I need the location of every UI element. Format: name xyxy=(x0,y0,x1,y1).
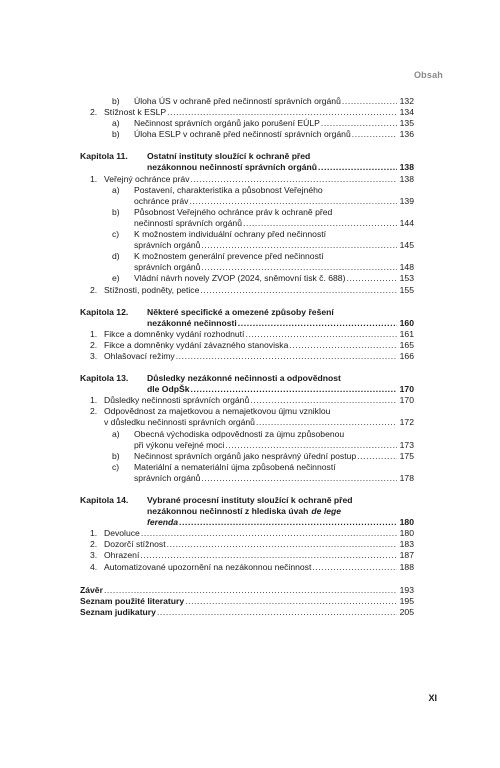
page-ref: 138 xyxy=(399,162,414,173)
entry-title: Materiální a nemateriální újma způsobená nečinností xyxy=(134,461,336,472)
toc-entry-line xyxy=(80,440,414,451)
entry-number: 1. xyxy=(90,173,98,184)
toc-entry-line xyxy=(80,96,414,107)
toc-entry-line xyxy=(80,451,414,462)
running-header: Obsah xyxy=(413,70,443,80)
page-ref: 136 xyxy=(399,129,414,140)
chapter-heading[interactable] xyxy=(80,151,414,173)
entry-number: 2. xyxy=(90,284,98,295)
toc-entry[interactable] xyxy=(80,395,414,406)
entry-title: správních orgánů xyxy=(134,472,201,483)
toc-entry-line xyxy=(80,528,414,539)
dot-leader xyxy=(243,218,397,229)
page-ref: 166 xyxy=(399,350,414,361)
toc-entry-line xyxy=(80,539,414,550)
page-ref: 145 xyxy=(399,240,414,251)
back-matter-title: Seznam judikatury xyxy=(80,606,156,617)
toc-entry-line xyxy=(80,218,414,229)
toc-entry[interactable] xyxy=(80,251,414,273)
dot-leader xyxy=(179,517,397,528)
entry-title: v důsledku nečinnosti správních orgánů xyxy=(104,417,255,428)
entry-title: Ohlašovací režimy xyxy=(104,350,175,361)
dot-leader xyxy=(167,539,397,550)
back-matter-entry[interactable] xyxy=(80,607,414,618)
dot-leader xyxy=(225,440,397,451)
chapter-title: dle OdpŠk xyxy=(147,384,190,395)
toc-entry-line xyxy=(80,240,414,251)
chapter-title-line xyxy=(80,162,414,173)
chapter-title: Některé specifické a omezené způsoby řešení xyxy=(147,306,334,317)
page-ref: 138 xyxy=(399,173,414,184)
toc-entry[interactable] xyxy=(80,273,414,284)
back-matter-entry[interactable] xyxy=(80,585,414,596)
chapter-heading[interactable] xyxy=(80,373,414,395)
entry-number: 2. xyxy=(90,339,98,350)
page-ref: 178 xyxy=(399,472,414,483)
entry-title: Odpovědnost za majetkovou a nemajetkovou újmu vzniklou xyxy=(104,406,331,417)
chapter-title: nezákonnou nečinností správních orgánů xyxy=(147,162,317,173)
chapter-title-italic: ferenda xyxy=(147,517,179,528)
page-ref: 155 xyxy=(399,284,414,295)
toc-entry-line xyxy=(80,329,414,340)
dot-leader xyxy=(245,329,397,340)
toc-entry-line xyxy=(80,129,414,140)
dot-leader xyxy=(312,562,397,573)
page-ref: 153 xyxy=(399,273,414,284)
toc-entry[interactable] xyxy=(80,129,414,140)
chapter-label: Kapitola 12. xyxy=(80,306,129,317)
dot-leader xyxy=(250,395,397,406)
chapter-title-line xyxy=(80,495,414,506)
dot-leader xyxy=(318,162,397,173)
toc-entry[interactable] xyxy=(80,539,414,550)
chapter-label: Kapitola 13. xyxy=(80,373,129,384)
entry-number: b) xyxy=(112,450,120,461)
page-ref: 175 xyxy=(399,450,414,461)
dot-leader xyxy=(157,607,397,618)
back-matter xyxy=(80,585,414,618)
page-ref: 183 xyxy=(399,539,414,550)
toc-entry[interactable] xyxy=(80,451,414,462)
page-ref: 161 xyxy=(399,328,414,339)
page-ref: 134 xyxy=(399,107,414,118)
page-ref: 193 xyxy=(399,584,414,595)
page-ref: 172 xyxy=(399,417,414,428)
toc-entry-line xyxy=(80,107,414,118)
chapter-title-line xyxy=(80,517,414,528)
dot-leader xyxy=(256,417,397,428)
chapter-label: Kapitola 11. xyxy=(80,151,128,162)
entry-number: e) xyxy=(112,273,120,284)
entry-title: Působnost Veřejného ochránce práv k ochraně před xyxy=(134,206,333,217)
dot-leader xyxy=(352,129,397,140)
entry-title: Dozorčí stížnost xyxy=(104,539,166,550)
entry-number: b) xyxy=(112,96,120,106)
entry-number: a) xyxy=(112,428,120,439)
dot-leader xyxy=(176,351,397,362)
chapter-title: Ostatní instituty sloužící k ochraně před xyxy=(147,151,311,162)
entry-number: b) xyxy=(112,206,120,217)
chapter-title: Vybrané procesní instituty sloužící k ochraně před xyxy=(147,495,353,505)
toc-entry[interactable] xyxy=(80,185,414,207)
entry-number: 1. xyxy=(90,395,98,406)
entry-title: nečinností správních orgánů xyxy=(134,217,242,228)
toc-entry-line xyxy=(80,196,414,207)
dot-leader xyxy=(357,451,397,462)
toc-entry[interactable] xyxy=(80,285,414,296)
page-ref: 148 xyxy=(399,262,414,273)
entry-number: 1. xyxy=(90,328,98,339)
dot-leader xyxy=(140,550,397,561)
dot-leader xyxy=(185,596,397,607)
page-ref: 144 xyxy=(399,217,414,228)
toc-entry[interactable] xyxy=(80,174,414,185)
toc-entry-line xyxy=(80,207,414,218)
entry-title: Fikce a domněnky vydání rozhodnutí xyxy=(104,328,245,339)
page-ref: 170 xyxy=(399,395,414,406)
page-ref: 205 xyxy=(399,606,414,617)
entry-number: a) xyxy=(112,184,120,195)
toc-entry-line xyxy=(80,395,414,406)
dot-leader xyxy=(289,340,397,351)
entry-title: Úloha ÚS v ochraně před nečinností správních orgánů xyxy=(134,96,341,106)
toc-entry-line xyxy=(80,429,414,440)
entry-title: správních orgánů xyxy=(134,262,201,273)
toc-entry-line xyxy=(80,462,414,473)
toc-entry[interactable] xyxy=(80,351,414,362)
toc-entry-line xyxy=(80,473,414,484)
entry-title: ochránce práv xyxy=(134,195,189,206)
toc-entry-line xyxy=(80,406,414,417)
chapter-title-line xyxy=(80,384,414,395)
toc-entry-line xyxy=(80,562,414,573)
toc-entry[interactable] xyxy=(80,462,414,484)
dot-leader xyxy=(342,96,397,107)
entry-title: Ohrazení xyxy=(104,550,140,561)
page-ref: 180 xyxy=(399,528,414,539)
entry-title: Postavení, charakteristika a působnost Veřejného xyxy=(134,184,323,195)
chapter-title: nezákonnou nečinností z hlediska úvah xyxy=(147,506,309,517)
toc-entry[interactable] xyxy=(80,229,414,251)
chapter-label: Kapitola 14. xyxy=(80,495,129,505)
toc-entry-line xyxy=(80,174,414,185)
entry-title: Fikce a domněnky vydání závazného stanoviska xyxy=(104,339,289,350)
entry-title: Automatizované upozornění na nezákonnou nečinnost xyxy=(104,561,312,572)
entry-title: Stížnosti, podněty, petice xyxy=(104,284,200,295)
entry-number: 2. xyxy=(90,406,98,417)
entry-number: d) xyxy=(112,251,120,262)
page-ref: 165 xyxy=(399,339,414,350)
entry-title: Stížnost k ESLP xyxy=(104,107,167,118)
dot-leader xyxy=(201,240,397,251)
page-ref: 195 xyxy=(399,595,414,606)
entry-number: 3. xyxy=(90,550,98,561)
page-ref: 173 xyxy=(399,439,414,450)
dot-leader xyxy=(141,528,397,539)
toc-entry-line xyxy=(80,417,414,428)
toc-entry[interactable] xyxy=(80,96,414,107)
chapter-heading[interactable] xyxy=(80,495,414,528)
dot-leader xyxy=(191,174,397,185)
toc-entry[interactable] xyxy=(80,406,414,428)
entry-title: správních orgánů xyxy=(134,240,201,251)
toc-entry[interactable] xyxy=(80,107,414,118)
toc-entry-line xyxy=(80,340,414,351)
toc-entry-line xyxy=(80,273,414,284)
page-ref: 188 xyxy=(399,561,414,572)
entry-title: Důsledky nečinnosti správních orgánů xyxy=(104,395,250,406)
dot-leader xyxy=(321,118,397,129)
entry-title: K možnostem generální prevence před nečinností xyxy=(134,251,324,262)
entry-number: 2. xyxy=(90,539,98,550)
toc-entry[interactable] xyxy=(80,562,414,573)
entry-number: c) xyxy=(112,461,120,472)
back-matter-entry[interactable] xyxy=(80,596,414,607)
page-ref: 139 xyxy=(399,195,414,206)
toc-entry[interactable] xyxy=(80,118,414,129)
page-number: XI xyxy=(428,693,437,703)
chapter-title: nezákonné nečinnosti xyxy=(147,317,237,328)
entry-number: b) xyxy=(112,129,120,140)
chapter-title-line xyxy=(80,307,414,318)
dot-leader xyxy=(238,318,397,329)
entry-number: a) xyxy=(112,118,120,129)
dot-leader xyxy=(167,107,397,118)
page-ref: 132 xyxy=(399,96,414,106)
chapter-title-line xyxy=(80,151,414,162)
dot-leader xyxy=(201,473,397,484)
page-ref: 160 xyxy=(399,317,414,328)
chapter-title-line xyxy=(80,506,414,517)
entry-title: Obecná východiska odpovědnosti za újmu způsobenou xyxy=(134,428,345,439)
dot-leader xyxy=(104,585,397,596)
toc-entry[interactable] xyxy=(80,329,414,340)
toc-entry[interactable] xyxy=(80,429,414,451)
dot-leader xyxy=(191,384,398,395)
entry-title: K možnostem individuální ochrany před nečinností xyxy=(134,229,327,240)
chapter-title-line xyxy=(80,373,414,384)
entry-title: Nečinnost správních orgánů jako porušení EÚLP xyxy=(134,118,320,129)
entry-number: 4. xyxy=(90,561,98,572)
entry-title: Devoluce xyxy=(104,528,140,539)
chapter-title: Důsledky nezákonné nečinnosti a odpovědnost xyxy=(147,373,341,384)
dot-leader xyxy=(189,196,397,207)
toc-entry-line xyxy=(80,550,414,561)
toc-entry-line xyxy=(80,262,414,273)
entry-number: 2. xyxy=(90,107,98,118)
chapter-heading[interactable] xyxy=(80,307,414,329)
toc-entry[interactable] xyxy=(80,207,414,229)
toc-entry-line xyxy=(80,229,414,240)
entry-number: 1. xyxy=(90,528,98,539)
entry-title: při výkonu veřejné moci xyxy=(134,439,225,450)
entry-title: Vládní návrh novely ZVOP (2024, sněmovní tisk č. 688) xyxy=(134,273,346,284)
toc-entry[interactable] xyxy=(80,528,414,539)
chapter-title-italic: de lege xyxy=(311,506,342,517)
back-matter-title: Seznam použité literatury xyxy=(80,595,185,606)
table-of-contents xyxy=(80,96,414,618)
entry-title: Úloha ESLP v ochraně před nečinností správních orgánů xyxy=(134,129,351,140)
dot-leader xyxy=(201,262,397,273)
toc-entry[interactable] xyxy=(80,340,414,351)
toc-entry-line xyxy=(80,351,414,362)
page-ref: 180 xyxy=(399,517,414,528)
back-matter-title: Závěr xyxy=(80,584,103,595)
toc-entry[interactable] xyxy=(80,550,414,561)
entry-title: Veřejný ochránce práv xyxy=(104,173,190,184)
entry-number: c) xyxy=(112,229,120,240)
page-ref: 187 xyxy=(399,550,414,561)
entry-title: Nečinnost správních orgánů jako nesprávný úřední postup xyxy=(134,450,357,461)
dot-leader xyxy=(200,285,397,296)
toc-entry-line xyxy=(80,118,414,129)
page-ref: 170 xyxy=(399,384,414,395)
entry-number: 3. xyxy=(90,350,98,361)
toc-entry-line xyxy=(80,285,414,296)
toc-entry-line xyxy=(80,251,414,262)
dot-leader xyxy=(346,273,397,284)
chapter-title-line xyxy=(80,318,414,329)
toc-entry-line xyxy=(80,185,414,196)
page-ref: 135 xyxy=(399,118,414,129)
